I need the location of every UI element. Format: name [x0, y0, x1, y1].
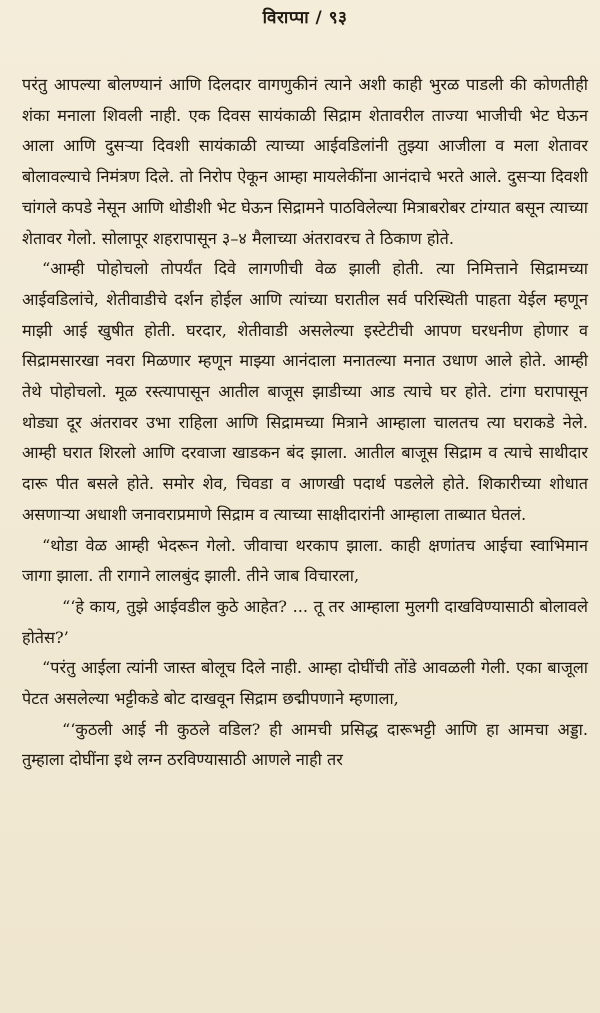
paragraph-4: “‘हे काय, तुझे आईवडील कुठे आहेत? ... तू तर आम्हाला मुलगी दाखविण्यासाठी बोलावले होतेस?’	[22, 596, 588, 647]
running-head	[22, 6, 588, 30]
paragraph-6: “‘कुठली आई नी कुठले वडिल? ही आमची प्रसिद्ध दारूभट्टी आणि हा आमचा अड्डा. तुम्हाला दोघींना इथे लग्न ठरविण्यासाठी आणले नाही तर	[22, 719, 588, 770]
body-text	[22, 70, 588, 776]
paragraph-5: “परंतु आईला त्यांनी जास्त बोलूच दिले नाही. आम्हा दोघींची तोंडे आवळली गेली. एका बाजूला पेटत असलेल्या भट्टीकडे बोट दाखवून सिद्राम छद्मीपणाने म्हणाला,	[22, 658, 588, 709]
paragraph-3: “थोडा वेळ आम्ही भेदरून गेलो. जीवाचा थरकाप झाला. काही क्षणांतच आईचा स्वाभिमान जागा झाला. ती रागाने लालबुंद झाली. तीने जाब विचारला,	[22, 535, 588, 586]
paragraph-1: परंतु आपल्या बोलण्यानं आणि दिलदार वागणुकीनं त्याने अशी काही भुरळ पाडली की कोणतीही शंका मनाला शिवली नाही. एक दिवस सायंकाळी सिद्राम शेतावरील ताज्या भाजीची भेट घेऊन आला आणि दुसऱ्या दिवशी सायंकाळी त्याच्या आईवडिलांनी तुझ्या आजीला व मला शेतावर बोलावल्याचे निमंत्रण दिले. तो निरोप ऐकून आम्हा मायलेकींना आनंदाचे भरते आले. दुसऱ्या दिवशी चांगले कपडे नेसून आणि थोडीशी भेट घेऊन सिद्रामने पाठविलेल्या मित्राबरोबर टांग्यात बसून त्याच्या शेतावर गेलो. सोलापूर शहरापासून ३–४ मैलाच्या अंतरावरच ते ठिकाण होते.	[22, 75, 588, 248]
paragraph-2: “आम्ही पोहोचलो तोपर्यंत दिवे लागणीची वेळ झाली होती. त्या निमित्ताने सिद्रामच्या आईवडिलांचे, शेतीवाडीचे दर्शन होईल आणि त्यांच्या घरातील सर्व परिस्थिती पाहता येईल म्हणून माझी आई खुषीत होती. घरदार, शेतीवाडी असलेल्या इस्टेटीची आपण घरधनीण होणार व सिद्रामसारखा नवरा मिळणार म्हणून माझ्या आनंदाला मनातल्या मनात उधाण आले होते. आम्ही तेथे पोहोचलो. मूळ रस्त्यापासून आतील बाजूस झाडीच्या आड त्याचे घर होते. टांगा घरापासून थोड्या दूर अंतरावर उभा राहिला आणि सिद्रामच्या मित्राने आम्हाला चालतच त्या घराकडे नेले. आम्ही घरात शिरलो आणि दरवाजा खाडकन बंद झाला. आतील बाजूस सिद्राम व त्याचे साथीदार दारू पीत बसले होते. समोर शेव, चिवडा व आणखी पदार्थ पडलेले होते. शिकारीच्या शोधात असणाऱ्या अधाशी जनावराप्रमाणे सिद्राम व त्याच्या साक्षीदारांनी आम्हाला ताब्यात घेतलं.	[22, 259, 588, 524]
running-head-separator: /	[315, 8, 323, 28]
page-number: ९३	[328, 8, 348, 28]
running-head-title: विराप्पा	[262, 8, 310, 28]
